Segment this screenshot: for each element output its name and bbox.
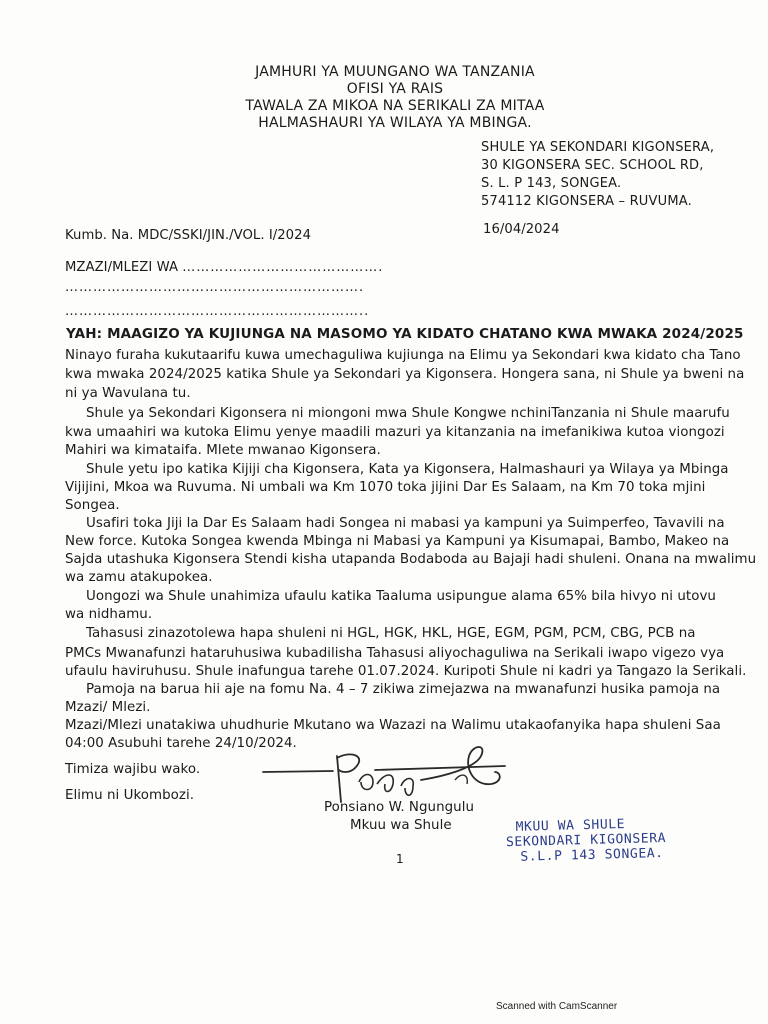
body-line: wa nidhamu. xyxy=(65,607,153,622)
body-line: kwa mwaka 2024/2025 katika Shule ya Sekondari ya Kigonsera. Hongera sana, ni Shule ya bweni na xyxy=(65,367,745,382)
body-line: 04:00 Asubuhi tarehe 24/10/2024. xyxy=(65,736,297,751)
signatory-title: Mkuu wa Shule xyxy=(350,818,452,833)
recipient-blank-1: ……………………………………. xyxy=(182,260,384,275)
closing-line-2: Elimu ni Ukombozi. xyxy=(65,788,195,803)
official-stamp xyxy=(505,816,666,865)
address-line-road: 30 KIGONSERA SEC. SCHOOL RD, xyxy=(481,158,704,173)
body-line: PMCs Mwanafunzi hataruhusiwa kubadilisha Tahasusi aliyochaguliwa na Serikali iwapo vigezo vya xyxy=(65,646,725,661)
header-regional-admin: TAWALA ZA MIKOA NA SERIKALI ZA MITAA xyxy=(245,98,545,114)
body-line: Sajda utashuka Kigonsera Stendi kisha utapanda Bodaboda au Bajaji hadi shuleni. Onana na mwalimu xyxy=(65,552,757,567)
body-line: Pamoja na barua hii aje na fomu Na. 4 – 7 zikiwa zimejazwa na mwanafunzi husika pamoja na xyxy=(86,682,721,697)
body-line: Vijijini, Mkoa wa Ruvuma. Ni umbali wa Km 1070 toka jijini Dar Es Salaam, na Km 70 toka mjini xyxy=(65,480,706,495)
header-office: OFISI YA RAIS xyxy=(346,81,444,97)
letter-date: 16/04/2024 xyxy=(483,222,560,237)
body-line: Mzazi/ Mlezi. xyxy=(65,700,151,715)
body-line: Songea. xyxy=(65,498,120,513)
body-line: Usafiri toka Jiji la Dar Es Salaam hadi Songea ni mabasi ya kampuni ya Suimperfeo, Tavavili na xyxy=(86,516,725,531)
address-line-region: 574112 KIGONSERA – RUVUMA. xyxy=(481,194,692,209)
reference-number: Kumb. Na. MDC/SSKI/JIN./VOL. I/2024 xyxy=(65,228,312,243)
recipient-blank-2: ………………………………………………………. xyxy=(65,280,365,295)
body-line: Uongozi wa Shule unahimiza ufaulu katika Taaluma usipungue alama 65% bila hivyo ni utovu xyxy=(86,589,716,604)
header-republic: JAMHURI YA MUUNGANO WA TANZANIA xyxy=(255,64,535,80)
body-line: Mahiri wa kimataifa. Mlete mwanao Kigonsera. xyxy=(65,443,381,458)
stamp-line-3: S.L.P 143 SONGEA. xyxy=(520,845,664,865)
recipient-blank-3: ……………………………………………………….. xyxy=(65,304,370,319)
page-number: 1 xyxy=(396,852,404,866)
body-line: wa zamu atakupokea. xyxy=(65,570,213,585)
letter-subject: YAH: MAAGIZO YA KUJIUNGA NA MASOMO YA KIDATO CHATANO KWA MWAKA 2024/2025 xyxy=(66,326,744,342)
body-line: New force. Kutoka Songea kwenda Mbinga ni Mabasi ya Kampuni ya Kisumapai, Bambo, Makeo na xyxy=(65,534,730,549)
header-district-council: HALMASHAURI YA WILAYA YA MBINGA. xyxy=(258,115,532,131)
body-line: ufaulu haviruhusu. Shule inafungua tarehe 01.07.2024. Kuripoti Shule ni kadri ya Tangazo la Serikali. xyxy=(65,664,747,679)
body-line: Shule ya Sekondari Kigonsera ni miongoni mwa Shule Kongwe nchiniTanzania ni Shule maarufu xyxy=(86,406,730,421)
address-line-school: SHULE YA SEKONDARI KIGONSERA, xyxy=(481,140,715,155)
recipient-label: MZAZI/MLEZI WA ……………………………………. xyxy=(65,260,384,275)
address-line-po-box: S. L. P 143, SONGEA. xyxy=(481,176,622,191)
body-line: Shule yetu ipo katika Kijiji cha Kigonsera, Kata ya Kigonsera, Halmashauri ya Wilaya ya Mbinga xyxy=(86,462,729,477)
body-line: ni ya Wavulana tu. xyxy=(65,386,191,401)
body-line: Mzazi/Mlezi unatakiwa uhudhurie Mkutano wa Wazazi na Walimu utakaofanyika hapa shuleni Saa xyxy=(65,718,721,733)
signatory-name: Ponsiano W. Ngungulu xyxy=(324,800,475,815)
body-line: Ninayo furaha kukutaarifu kuwa umechaguliwa kujiunga na Elimu ya Sekondari kwa kidato cha Tano xyxy=(65,348,741,363)
closing-line-1: Timiza wajibu wako. xyxy=(65,762,201,777)
stamp-line-2: SEKONDARI KIGONSERA xyxy=(505,830,667,851)
body-line: kwa umaahiri wa kutoka Elimu yenye maadili mazuri ya kitanzania na imefanikiwa kutoa viongozi xyxy=(65,425,725,440)
stamp-line-1: MKUU WA SHULE xyxy=(515,816,626,835)
body-line: Tahasusi zinazotolewa hapa shuleni ni HGL, HGK, HKL, HGE, EGM, PGM, PCM, CBG, PCB na xyxy=(86,626,696,641)
scanner-watermark: Scanned with CamScanner xyxy=(496,1001,618,1012)
